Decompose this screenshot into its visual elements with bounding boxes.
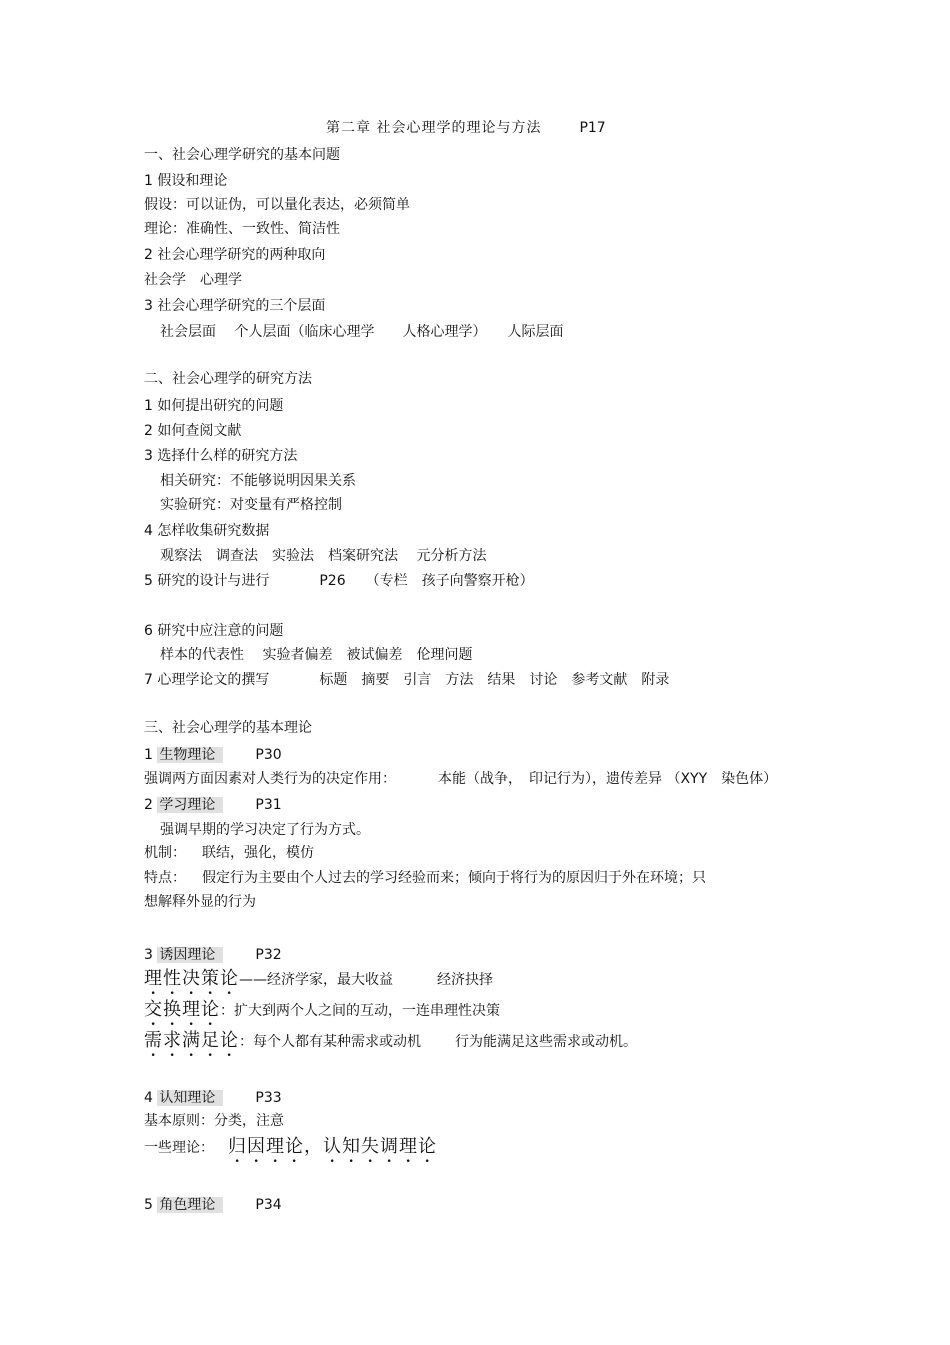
- s3-theory-3-rational-choice: [144, 968, 493, 999]
- s3-theory-1-desc: [144, 770, 777, 788]
- s3-theory-1-name: 生物理论: [157, 747, 223, 763]
- s3-theory-1-desc-a: 强调两方面因素对人类行为的决定作用：: [144, 771, 396, 787]
- s2-item-5: [144, 572, 534, 590]
- s2-item-6-detail: 样本的代表性 实验者偏差 被试偏差 伦理问题: [160, 647, 473, 663]
- s3-theory-5: [144, 1196, 282, 1214]
- s2-item-5-page: P26: [319, 573, 346, 589]
- s3-theory-2-desc: 强调早期的学习决定了行为方式。: [160, 822, 370, 838]
- s1-item-1: 1 假设和理论: [144, 173, 228, 189]
- s3-theory-3: [144, 946, 282, 964]
- s2-item-3: 3 选择什么样的研究方法: [144, 448, 298, 464]
- title-page-ref: P17: [579, 120, 606, 136]
- s2-item-5-note: （专栏 孩子向警察开枪）: [365, 573, 534, 589]
- s1-item-3: 3 社会心理学研究的三个层面: [144, 298, 326, 314]
- s3-theory-2-name: 学习理论: [157, 797, 223, 813]
- s3-theory-2-features-value: 假定行为主要由个人过去的学习经验而来；倾向于将行为的原因归于外在环境；只: [202, 870, 706, 886]
- page-title: [326, 119, 606, 137]
- s2-item-7-parts: 标题 摘要 引言 方法 结果 讨论 参考文献 附录: [319, 672, 670, 688]
- s3-theory-1-desc-b: 本能（战争， 印记行为），遗传差异 （XYY 染色体）: [438, 771, 778, 787]
- s3-theory-2-features-label: 特点：: [144, 870, 186, 886]
- s2-item-3-experimental: 实验研究：对变量有严格控制: [160, 497, 342, 513]
- need-satisfaction-term: 需求满足论: [144, 1030, 239, 1051]
- theory-separator: ，: [304, 1136, 323, 1157]
- rational-choice-extra: 经济抉择: [437, 972, 493, 988]
- s2-item-5-label: 5 研究的设计与进行: [144, 573, 270, 589]
- s3-theory-3-exchange: [144, 999, 500, 1030]
- s1-item-2: 2 社会心理学研究的两种取向: [144, 247, 326, 263]
- s3-theory-2-mechanism-label: 机制：: [144, 845, 186, 861]
- need-satisfaction-desc: ：每个人都有某种需求或动机: [239, 1034, 421, 1050]
- s3-theory-4-name: 认知理论: [157, 1090, 223, 1106]
- exchange-theory-desc: ：扩大到两个人之间的互动，一连串理性决策: [220, 1003, 500, 1019]
- s1-item-3-detail: 社会层面 个人层面（临床心理学 人格心理学） 人际层面: [160, 324, 564, 340]
- s2-item-7-label: 7 心理学论文的撰写: [144, 672, 270, 688]
- s3-theory-1: [144, 746, 282, 764]
- s3-theory-4-page: P33: [255, 1090, 282, 1106]
- attribution-theory-term: 归因理论: [228, 1136, 304, 1157]
- s3-theory-2-mechanism-value: 联结，强化，模仿: [202, 845, 314, 861]
- s3-theory-2-mechanism: [144, 844, 314, 862]
- s3-theory-4-number: 4: [144, 1090, 153, 1106]
- s3-theory-2-features-cont: 想解释外显的行为: [144, 894, 256, 910]
- s2-item-6: 6 研究中应注意的问题: [144, 623, 284, 639]
- s3-theory-5-name: 角色理论: [157, 1197, 223, 1213]
- rational-choice-term: 理性决策论: [144, 968, 239, 989]
- s3-theory-3-page: P32: [255, 947, 282, 963]
- s1-item-1-theory: 理论：准确性、一致性、简洁性: [144, 221, 340, 237]
- s2-item-1: 1 如何提出研究的问题: [144, 398, 284, 414]
- section-3-heading: 三、社会心理学的基本理论: [144, 720, 312, 736]
- s3-theory-4-examples: [144, 1136, 437, 1167]
- cognitive-dissonance-term: 认知失调理论: [323, 1136, 437, 1157]
- s2-item-3-correlational: 相关研究：不能够说明因果关系: [160, 473, 356, 489]
- s3-theory-2: [144, 796, 282, 814]
- s3-theory-4-examples-label: 一些理论：: [144, 1140, 214, 1156]
- rational-choice-desc: ——经济学家，最大收益: [239, 972, 393, 988]
- exchange-theory-term: 交换理论: [144, 999, 220, 1020]
- s3-theory-4-principle: 基本原则：分类，注意: [144, 1113, 284, 1129]
- s3-theory-3-number: 3: [144, 947, 153, 963]
- s3-theory-1-page: P30: [255, 747, 282, 763]
- s3-theory-5-page: P34: [255, 1197, 282, 1213]
- s2-item-2: 2 如何查阅文献: [144, 423, 242, 439]
- section-1-heading: 一、社会心理学研究的基本问题: [144, 147, 340, 163]
- s2-item-4: 4 怎样收集研究数据: [144, 523, 270, 539]
- s3-theory-3-name: 诱因理论: [157, 947, 223, 963]
- s1-item-1-hypothesis: 假设：可以证伪，可以量化表达，必须简单: [144, 197, 410, 213]
- section-2-heading: 二、社会心理学的研究方法: [144, 371, 312, 387]
- s3-theory-3-need-satisfaction: [144, 1030, 637, 1061]
- s3-theory-5-number: 5: [144, 1197, 153, 1213]
- s2-item-7: [144, 671, 669, 689]
- s3-theory-2-features: [144, 869, 706, 887]
- title-text: 第二章 社会心理学的理论与方法: [326, 120, 542, 136]
- s1-item-2-detail: 社会学 心理学: [144, 272, 242, 288]
- s3-theory-2-page: P31: [255, 797, 282, 813]
- s3-theory-1-number: 1: [144, 747, 153, 763]
- need-satisfaction-extra: 行为能满足这些需求或动机。: [455, 1034, 637, 1050]
- s2-item-4-methods: 观察法 调查法 实验法 档案研究法 元分析方法: [160, 548, 487, 564]
- s3-theory-4: [144, 1089, 282, 1107]
- s3-theory-2-number: 2: [144, 797, 153, 813]
